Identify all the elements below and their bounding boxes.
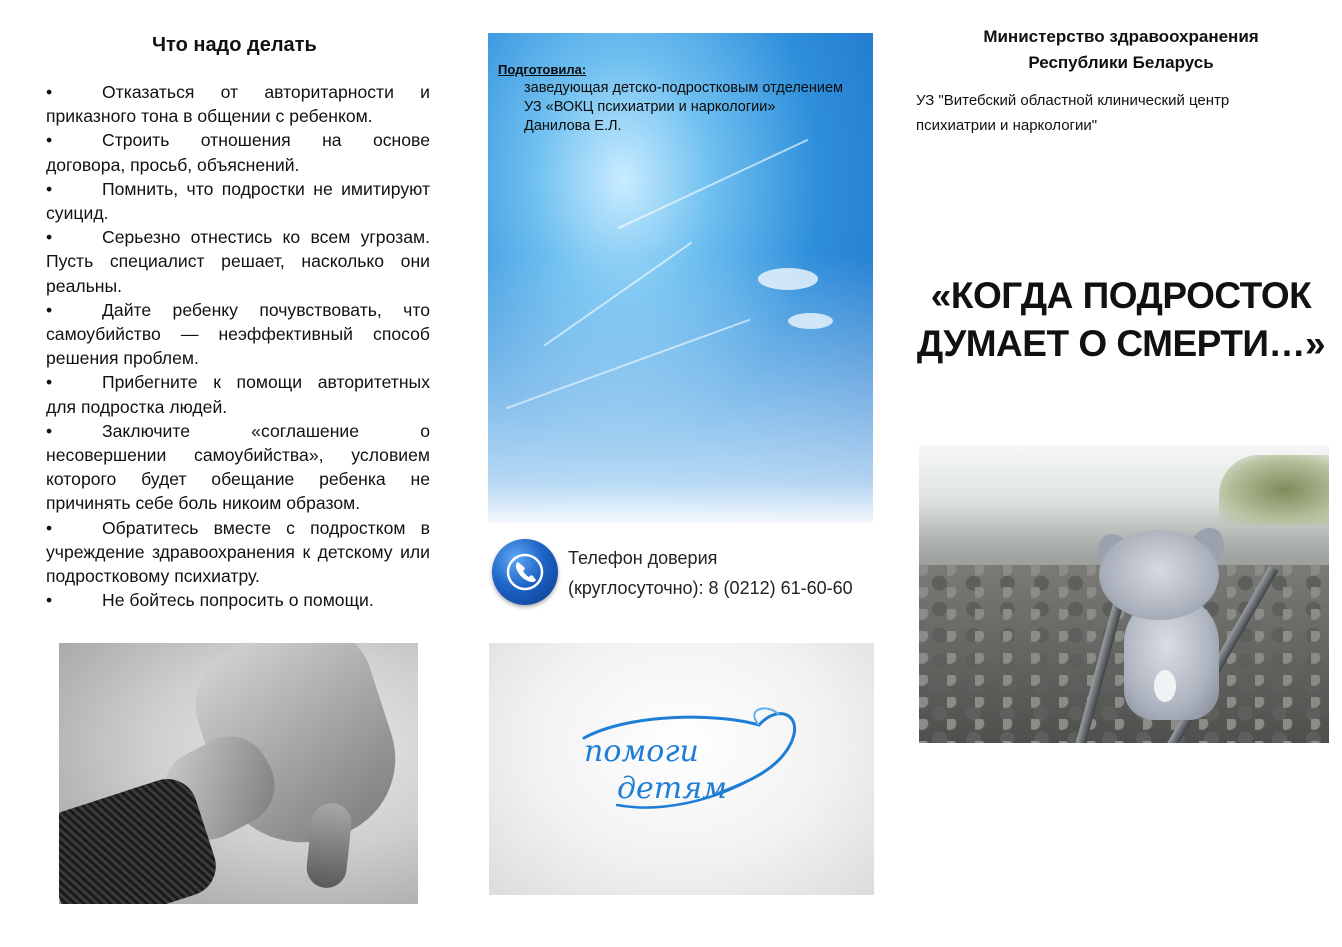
sky-haze (488, 254, 873, 524)
phone-handset-icon (492, 539, 558, 605)
bullet-icon: • (46, 130, 53, 151)
ministry-line: Республики Беларусь (1028, 53, 1214, 72)
list-item: • Дайте ребенку почувствовать, что самоубийство — неэффективный способ решения проблем. (46, 299, 430, 369)
title-line: ДУМАЕТ О СМЕРТИ…» (916, 323, 1326, 364)
bullet-icon: • (46, 82, 53, 102)
list-item: • Обратитесь вместе с подростком в учреждение здравоохранения к детскому или подростковому психиатру. (46, 517, 430, 587)
bullet-icon: • (46, 299, 53, 320)
list-item: • Не бойтесь попросить о помощи. (46, 588, 430, 612)
left-panel (0, 0, 470, 947)
hotline-number: (круглосуточно): 8 (0212) 61-60-60 (568, 578, 853, 598)
bullet-icon: • (46, 178, 53, 199)
list-item: • Строить отношения на основе договора, просьб, объяснений. (46, 130, 430, 175)
brochure-title (900, 272, 1342, 368)
ministry-header (900, 24, 1342, 76)
tips-list (46, 80, 430, 612)
sky-image (488, 33, 873, 523)
logo-text-line1: помоги (584, 734, 699, 769)
right-panel (900, 0, 1342, 947)
bullet-icon: • (46, 227, 53, 248)
prepared-line: УЗ «ВОКЦ психиатрии и наркологии» (524, 99, 776, 115)
prepared-label: Подготовила: (498, 62, 587, 77)
railway-toy-photo (919, 445, 1329, 743)
list-item: • Серьезно отнестись ко всем угрозам. Пусть специалист решает, насколько они реальны. (46, 227, 430, 296)
help-children-logo (489, 643, 874, 895)
hotline-info (568, 543, 853, 603)
hands-photo (59, 643, 418, 904)
title-line: «КОГДА ПОДРОСТОК (930, 275, 1312, 316)
institution-line: психиатрии и наркологии" (916, 117, 1098, 134)
prepared-line: Данилова Е.Л. (524, 118, 622, 134)
bullet-icon: • (46, 372, 53, 393)
middle-panel (470, 0, 900, 947)
bullet-icon: • (46, 420, 53, 441)
toy-tail (1154, 670, 1176, 702)
institution-line: УЗ "Витебский областной клинический центр (916, 92, 1230, 109)
background-trees (1219, 455, 1329, 525)
toy-head (1099, 530, 1219, 620)
list-item: • Отказаться от авторитарности и приказного тона в общении с ребенком. (46, 82, 430, 127)
list-item: • Заключите «соглашение о несовершении самоубийства», условием которого будет обещание ребенка не причинять себе боль никоим образом. (46, 420, 430, 514)
hotline-title: Телефон доверия (568, 548, 718, 568)
prepared-line: заведующая детско-подростковым отделением (524, 80, 844, 96)
ministry-line: Министерство здравоохранения (983, 27, 1259, 46)
list-item: • Прибегните к помощи авторитетных для подростка людей. (46, 372, 430, 417)
logo-text-line2: детям (617, 771, 727, 806)
list-item: • Помнить, что подростки не имитируют суицид. (46, 178, 430, 224)
bullet-icon: • (46, 590, 53, 611)
bullet-icon: • (46, 517, 53, 538)
prepared-by (498, 60, 843, 136)
cloud-streak (617, 139, 808, 230)
ribbon-logo (489, 643, 874, 895)
section-heading: Что надо делать (152, 34, 317, 56)
institution-name (916, 88, 1229, 138)
adult-thumb-shape (305, 801, 354, 890)
